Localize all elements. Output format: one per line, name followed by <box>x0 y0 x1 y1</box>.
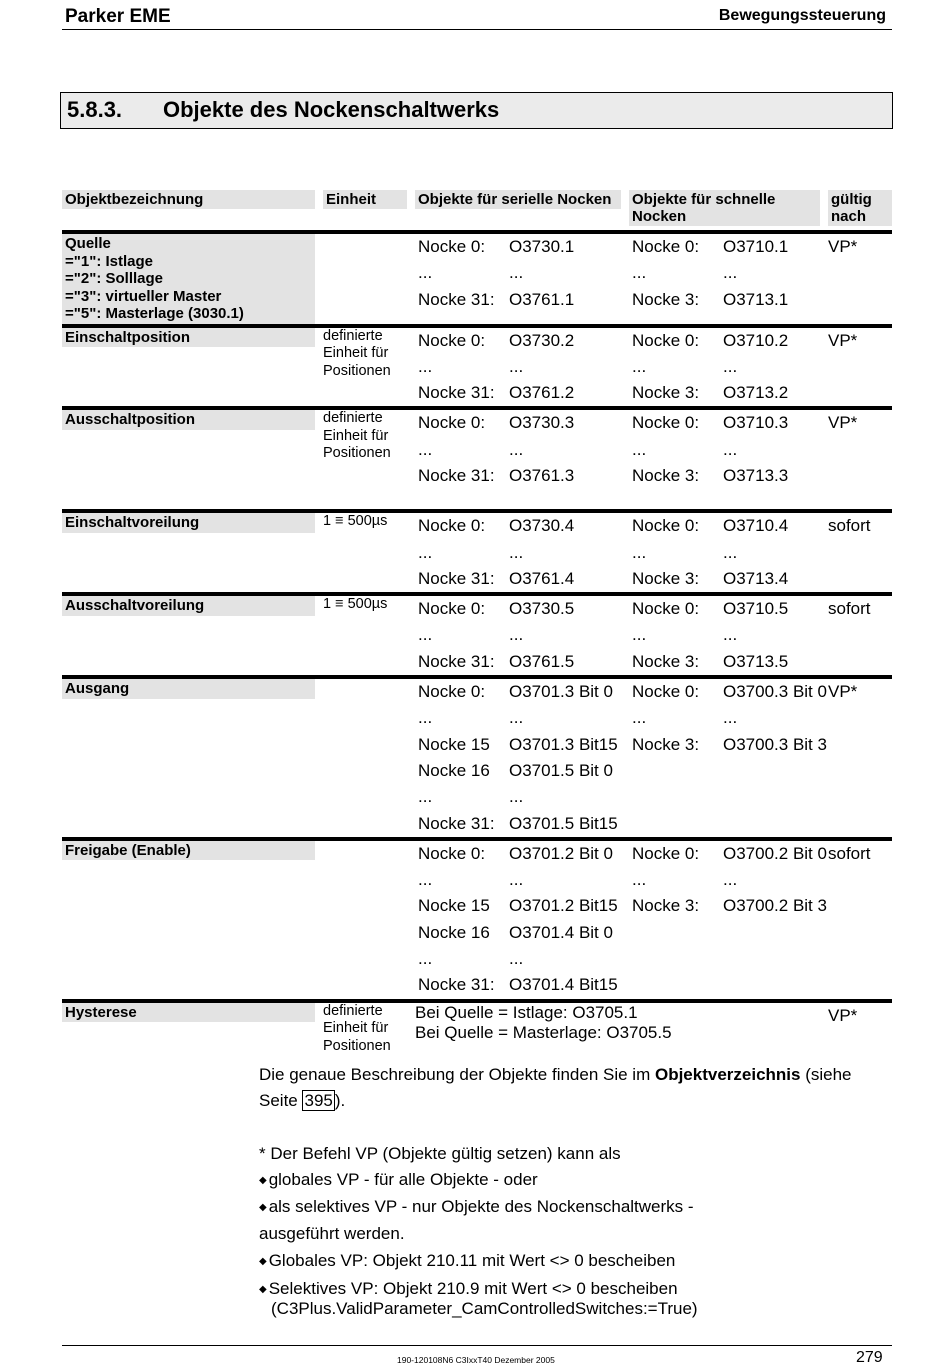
unit-line: Einheit für <box>323 427 389 444</box>
table-header-row <box>62 190 892 226</box>
hysterese-line: Bei Quelle = Istlage: O3705.1 <box>415 1002 638 1022</box>
cam-label: Nocke 0: <box>632 682 700 702</box>
cam-line <box>415 410 629 436</box>
object-id: O3710.4 <box>723 516 789 536</box>
fast-cams-cell <box>629 328 828 409</box>
object-name-line: Freigabe (Enable) <box>65 841 191 859</box>
vp-intro: * Der Befehl VP (Objekte gültig setzen) kann als <box>259 1143 621 1163</box>
unit-line: definierte <box>323 410 383 427</box>
object-id: O3730.2 <box>509 330 575 350</box>
cam-line <box>415 463 629 489</box>
cam-label: Nocke 31: <box>418 975 495 995</box>
valid-after-cell: VP* <box>828 413 858 433</box>
object-id: O3730.4 <box>509 516 575 536</box>
cam-line <box>415 867 629 893</box>
object-id: O3761.4 <box>509 568 575 588</box>
unit-cell <box>323 679 415 839</box>
object-id: O3761.1 <box>509 289 575 309</box>
object-id: O3700.3 Bit 0 <box>723 682 827 702</box>
serial-cams-cell <box>415 328 629 409</box>
object-id: O3713.4 <box>723 568 789 588</box>
object-name-cell <box>62 841 323 1001</box>
object-name-cell <box>62 328 323 409</box>
fast-cams-cell <box>629 841 828 1001</box>
cam-label: ... <box>418 263 433 283</box>
cam-label: Nocke 3: <box>632 568 700 588</box>
cam-line <box>415 513 629 539</box>
cam-line <box>629 649 828 675</box>
cam-label: Nocke 0: <box>632 843 700 863</box>
cam-label: Nocke 31: <box>418 383 495 403</box>
object-id: O3710.2 <box>723 330 789 350</box>
cam-line <box>415 328 629 354</box>
object-name-line: Einschaltposition <box>65 328 191 346</box>
unit-line: Einheit für <box>323 1020 389 1037</box>
object-id: ... <box>723 439 738 459</box>
object-name <box>62 234 315 324</box>
hysterese-objects-cell <box>415 1003 828 1056</box>
valid-after-cell: sofort <box>828 516 871 536</box>
cam-line <box>629 260 828 286</box>
cam-line <box>629 841 828 867</box>
cam-line <box>415 758 629 784</box>
object-id: ... <box>509 439 524 459</box>
cam-line <box>415 972 629 998</box>
serial-cams-cell <box>415 234 629 326</box>
bullet-item: ◆ Selektives VP: Objekt 210.9 mit Wert <> 0 bescheiben <box>259 1279 678 1299</box>
cam-label: ... <box>632 542 647 562</box>
valid-after-cell: sofort <box>828 599 871 619</box>
serial-cams-cell <box>415 410 629 489</box>
cam-line <box>415 234 629 260</box>
cam-line <box>629 513 828 539</box>
bullet-continuation: (C3Plus.ValidParameter_CamControlledSwitches:=True) <box>271 1299 698 1319</box>
table-row <box>62 234 892 326</box>
object-id: O3761.5 <box>509 651 575 671</box>
cam-label: Nocke 0: <box>632 413 700 433</box>
unit-line: Positionen <box>323 362 391 379</box>
object-id: O3713.3 <box>723 465 789 485</box>
unit-line: 1 ≡ 500µs <box>323 596 388 613</box>
object-name-line: Quelle <box>65 235 111 252</box>
fast-cams-cell <box>629 234 828 326</box>
hysterese-line: Bei Quelle = Masterlage: O3705.5 <box>415 1022 672 1042</box>
object-name <box>62 513 315 533</box>
unit-cell <box>323 841 415 1001</box>
cam-label: Nocke 16 <box>418 760 490 780</box>
object-name-cell <box>62 596 323 677</box>
object-name-line: ="2": Solllage <box>65 270 164 287</box>
serial-cams-cell <box>415 596 629 677</box>
cam-label: Nocke 0: <box>418 843 486 863</box>
reference-note: Die genaue Beschreibung der Objekte finden Sie im Objektverzeichnis (siehe Seite 395 ). <box>259 1065 852 1111</box>
cam-label: ... <box>418 625 433 645</box>
unit-line: 1 ≡ 500µs <box>323 513 388 530</box>
cam-line <box>629 622 828 648</box>
header-chapter: Bewegungssteuerung <box>718 7 886 24</box>
cam-label: Nocke 3: <box>632 651 700 671</box>
cam-label: Nocke 0: <box>632 330 700 350</box>
cam-label: ... <box>418 708 433 728</box>
table-row <box>62 841 892 1001</box>
unit-line: Positionen <box>323 1037 391 1054</box>
object-id: O3710.1 <box>723 237 789 256</box>
cam-line <box>629 410 828 436</box>
cam-label: Nocke 0: <box>632 599 700 619</box>
object-id: O3701.3 Bit15 <box>509 734 618 754</box>
page-number: 279 <box>856 1349 883 1366</box>
cam-line <box>629 705 828 731</box>
cam-label: ... <box>418 949 433 969</box>
object-name <box>62 841 315 861</box>
unit-line: definierte <box>323 327 383 344</box>
cam-label: ... <box>418 870 433 890</box>
cam-label: Nocke 31: <box>418 289 495 309</box>
unit-line: Positionen <box>323 445 391 462</box>
valid-after-cell: sofort <box>828 843 871 863</box>
object-name-cell <box>62 513 323 594</box>
cam-line <box>415 679 629 705</box>
cam-line <box>415 946 629 972</box>
table-row <box>62 410 892 489</box>
unit-cell <box>323 1003 415 1056</box>
object-id: ... <box>723 625 738 645</box>
cam-line <box>415 920 629 946</box>
unit-cell <box>323 596 415 677</box>
unit-line: Einheit für <box>323 345 389 361</box>
object-id: ... <box>723 708 738 728</box>
header-unit: Einheit <box>323 190 415 226</box>
object-id: ... <box>509 542 524 562</box>
fast-cams-cell <box>629 596 828 677</box>
table-row <box>62 513 892 594</box>
cam-label: Nocke 3: <box>632 383 700 403</box>
cam-label: ... <box>632 708 647 728</box>
cam-line <box>629 234 828 260</box>
object-id: O3761.3 <box>509 465 575 485</box>
object-name <box>62 679 315 699</box>
object-id: O3701.4 Bit15 <box>509 975 618 995</box>
cam-line <box>415 354 629 380</box>
bullet-item: ◆ globales VP - für alle Objekte - oder <box>259 1169 538 1189</box>
serial-cams-cell <box>415 513 629 594</box>
cam-line <box>415 784 629 810</box>
object-id: O3701.3 Bit 0 <box>509 682 613 702</box>
cam-label: Nocke 0: <box>418 413 486 433</box>
cam-label: Nocke 0: <box>632 516 700 536</box>
object-name: Hysterese <box>62 1003 315 1023</box>
object-id: ... <box>509 708 524 728</box>
cam-line <box>629 596 828 622</box>
object-id: O3700.2 Bit 0 <box>723 843 827 863</box>
object-name-line: ="1": Istlage <box>65 252 154 270</box>
object-id: O3701.5 Bit 0 <box>509 760 613 780</box>
bullet-icon: ◆ <box>259 1202 267 1214</box>
object-id: ... <box>509 356 524 376</box>
object-id: ... <box>509 263 524 283</box>
fast-cams-cell <box>629 679 828 839</box>
cam-label: Nocke 3: <box>632 734 700 754</box>
cam-label: ... <box>632 870 647 890</box>
fast-cams-cell <box>629 513 828 594</box>
cam-label: ... <box>418 542 433 562</box>
object-id: O3730.3 <box>509 413 575 433</box>
cam-label: Nocke 31: <box>418 568 495 588</box>
table-row <box>62 1003 892 1056</box>
bullet-item: ◆ als selektives VP - nur Objekte des Nockenschaltwerks - <box>259 1197 694 1217</box>
object-name <box>62 596 315 616</box>
cam-line <box>629 328 828 354</box>
object-id: O3710.3 <box>723 413 789 433</box>
serial-cams-cell <box>415 841 629 1001</box>
cam-line <box>415 841 629 867</box>
object-id: O3730.5 <box>509 599 575 619</box>
cam-label: Nocke 0: <box>418 599 486 619</box>
cam-line <box>415 622 629 648</box>
cam-line <box>415 437 629 463</box>
cam-label: ... <box>632 439 647 459</box>
object-id: O3701.2 Bit15 <box>509 896 618 916</box>
unit-cell <box>323 410 415 489</box>
cam-label: ... <box>632 356 647 376</box>
unit-line: definierte <box>323 1002 383 1019</box>
object-id: O3713.5 <box>723 651 789 671</box>
cam-label: ... <box>632 263 647 283</box>
cam-line <box>629 679 828 705</box>
cam-label: Nocke 31: <box>418 651 495 671</box>
notes-block <box>259 1062 879 1318</box>
cam-label: ... <box>418 439 433 459</box>
header-brand: Parker EME <box>65 6 171 27</box>
unit-cell <box>323 513 415 594</box>
cam-line <box>629 867 828 893</box>
serial-cams-cell <box>415 679 629 839</box>
objects-table <box>62 190 892 1055</box>
fast-cams-cell <box>629 410 828 489</box>
object-id: O3700.3 Bit 3 <box>723 734 827 754</box>
object-id: ... <box>723 263 738 283</box>
cam-label: Nocke 16 <box>418 922 490 942</box>
cam-line <box>415 596 629 622</box>
object-id: O3713.2 <box>723 383 789 403</box>
table-row <box>62 328 892 409</box>
object-name <box>62 328 315 348</box>
object-name-cell <box>62 1003 323 1056</box>
cam-line <box>415 540 629 566</box>
table-row <box>62 596 892 677</box>
footer-document-id: 190-120108N6 C3IxxT40 Dezember 2005 <box>397 1355 555 1365</box>
bullet-icon: ◆ <box>259 1174 267 1186</box>
cam-line <box>415 287 629 313</box>
object-name-cell <box>62 410 323 489</box>
cam-line <box>629 463 828 489</box>
object-name-line: Ausschaltvoreilung <box>65 597 205 615</box>
object-name-line: Ausgang <box>65 680 130 698</box>
bullet-icon: ◆ <box>259 1255 267 1267</box>
object-id: O3701.4 Bit 0 <box>509 922 613 942</box>
executed-text: ausgeführt werden. <box>259 1224 405 1244</box>
cam-line <box>629 287 828 313</box>
section-number: 5.8.3. <box>67 97 123 122</box>
cam-label: Nocke 0: <box>418 682 486 702</box>
cam-line <box>415 732 629 758</box>
object-id: O3730.1 <box>509 237 575 256</box>
cam-line <box>415 649 629 675</box>
header-object-name: Objektbezeichnung <box>62 190 323 226</box>
object-id: O3713.1 <box>723 289 789 309</box>
cam-line <box>415 705 629 731</box>
table-row <box>62 679 892 839</box>
object-id: ... <box>723 542 738 562</box>
cam-label: Nocke 15 <box>418 734 490 754</box>
cam-label: Nocke 0: <box>632 237 700 256</box>
unit-cell <box>323 234 415 326</box>
cam-label: Nocke 31: <box>418 465 495 485</box>
object-name-line: Einschaltvoreilung <box>65 514 200 532</box>
cam-line <box>415 380 629 406</box>
object-id: ... <box>509 787 524 807</box>
valid-after-cell: VP* <box>828 682 858 702</box>
object-id: ... <box>509 949 524 969</box>
cam-line <box>629 540 828 566</box>
cam-label: ... <box>418 787 433 807</box>
cam-label: Nocke 3: <box>632 289 700 309</box>
cam-label: Nocke 0: <box>418 330 486 350</box>
cam-label: Nocke 3: <box>632 465 700 485</box>
cam-label: Nocke 15 <box>418 896 490 916</box>
object-name-line: Ausschaltposition <box>65 411 196 429</box>
object-id: O3761.2 <box>509 383 575 403</box>
header-fast-cams: Objekte für schnelle Nocken <box>629 190 828 226</box>
cam-line <box>629 354 828 380</box>
object-name <box>62 410 315 430</box>
cam-line <box>629 437 828 463</box>
valid-after-cell: VP* <box>828 330 858 350</box>
header-serial-cams: Objekte für serielle Nocken <box>415 190 629 226</box>
bullet-item: ◆ Globales VP: Objekt 210.11 mit Wert <> 0 bescheiben <box>259 1250 676 1270</box>
object-id: ... <box>509 625 524 645</box>
object-id: O3700.2 Bit 3 <box>723 896 827 916</box>
object-id: O3701.2 Bit 0 <box>509 843 613 863</box>
cam-line <box>629 380 828 406</box>
header-rule <box>62 29 892 30</box>
cam-label: Nocke 31: <box>418 813 495 833</box>
bullet-icon: ◆ <box>259 1284 267 1296</box>
header-valid-after: gültig nach <box>828 190 892 226</box>
object-name-cell <box>62 234 323 326</box>
unit-cell <box>323 328 415 409</box>
cam-line <box>629 566 828 592</box>
object-id: ... <box>723 356 738 376</box>
cam-label: Nocke 0: <box>418 516 486 536</box>
section-title: Objekte des Nockenschaltwerks <box>163 97 500 122</box>
cam-label: Nocke 3: <box>632 896 700 916</box>
cam-line <box>415 566 629 592</box>
object-id: ... <box>509 870 524 890</box>
cam-label: ... <box>632 625 647 645</box>
footer-rule <box>62 1345 892 1346</box>
cam-line <box>629 893 828 919</box>
cam-line <box>415 260 629 286</box>
valid-after-cell: VP* <box>828 1005 858 1025</box>
cam-line <box>415 811 629 837</box>
object-name-cell <box>62 679 323 839</box>
valid-after-cell: VP* <box>828 237 858 256</box>
cam-label: Nocke 0: <box>418 237 486 256</box>
cam-line <box>629 732 828 758</box>
object-id: O3701.5 Bit15 <box>509 813 618 833</box>
object-name-line: ="3": virtueller Master <box>65 287 222 305</box>
object-name-line: ="5": Masterlage (3030.1) <box>65 305 244 322</box>
cam-label: ... <box>418 356 433 376</box>
page-reference-link[interactable]: 395 <box>304 1091 333 1111</box>
cam-line <box>415 893 629 919</box>
object-id: O3710.5 <box>723 599 789 619</box>
object-id: ... <box>723 870 738 890</box>
